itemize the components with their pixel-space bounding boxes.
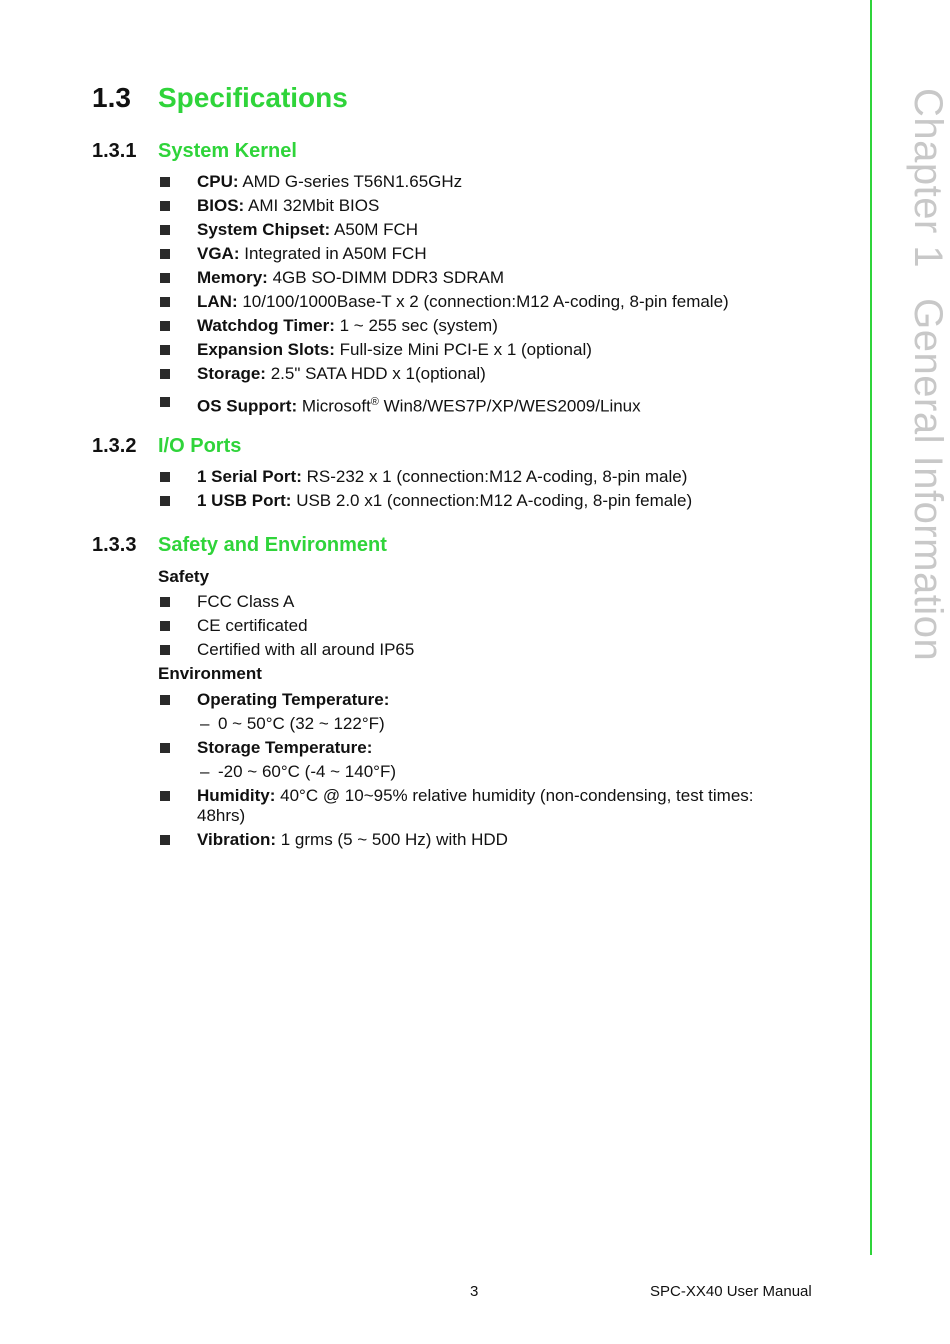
spec-label: CPU: — [197, 172, 239, 191]
square-bullet-icon — [160, 695, 170, 705]
spec-value: -20 ~ 60°C (-4 ~ 140°F) — [218, 762, 397, 781]
operating-temperature-value — [200, 714, 385, 734]
spec-value: USB 2.0 x1 (connection:M12 A-coding, 8-pin female) — [291, 491, 693, 510]
registered-mark: ® — [370, 396, 379, 408]
square-bullet-icon — [160, 369, 170, 379]
spec-value: 4GB SO-DIMM DDR3 SDRAM — [267, 268, 504, 287]
square-bullet-icon — [160, 472, 170, 482]
spec-label: Humidity: — [197, 786, 276, 805]
spec-value: RS-232 x 1 (connection:M12 A-coding, 8-pin male) — [301, 467, 688, 486]
subsection-title: I/O Ports — [158, 435, 242, 457]
square-bullet-icon — [160, 345, 170, 355]
subsection-number: 1.3.1 — [92, 140, 137, 162]
spec-value: Microsoft — [297, 396, 371, 416]
dash-bullet: – — [200, 762, 210, 781]
square-bullet-icon — [160, 621, 170, 631]
square-bullet-icon — [160, 397, 170, 407]
subsection-title: System Kernel — [158, 140, 297, 162]
spec-label: System Chipset: — [197, 220, 331, 239]
square-bullet-icon — [160, 496, 170, 506]
spec-value-cont: Win8/WES7P/XP/WES2009/Linux — [378, 396, 641, 416]
spec-label: Storage Temperature: — [197, 738, 373, 757]
page-number: 3 — [470, 1283, 479, 1300]
subsection-number: 1.3.2 — [92, 435, 137, 457]
spec-label: OS Support: — [197, 396, 298, 416]
square-bullet-icon — [160, 201, 170, 211]
manual-title: SPC-XX40 User Manual — [650, 1283, 812, 1300]
spec-value: 2.5" SATA HDD x 1(optional) — [265, 364, 486, 383]
spec-label: VGA: — [197, 244, 240, 263]
square-bullet-icon — [160, 791, 170, 801]
spec-label: 1 USB Port: — [197, 491, 292, 510]
spec-value: 10/100/1000Base-T x 2 (connection:M12 A-coding, 8-pin female) — [237, 292, 729, 311]
chapter-label: Chapter 1 — [906, 88, 950, 269]
safety-item-text: Certified with all around IP65 — [197, 640, 415, 659]
section-number: 1.3 — [92, 82, 131, 113]
square-bullet-icon — [160, 249, 170, 259]
environment-label: Environment — [158, 664, 262, 683]
square-bullet-icon — [160, 321, 170, 331]
storage-temperature-value — [200, 762, 396, 782]
chapter-rule — [870, 0, 872, 1255]
spec-label: Expansion Slots: — [197, 340, 335, 359]
subsection-number: 1.3.3 — [92, 534, 137, 556]
spec-label: BIOS: — [197, 196, 245, 215]
square-bullet-icon — [160, 273, 170, 283]
subsection-heading-io-ports — [92, 435, 241, 458]
section-heading — [92, 82, 348, 114]
spec-value: 0 ~ 50°C (32 ~ 122°F) — [218, 714, 385, 733]
chapter-side-tab — [905, 88, 950, 661]
safety-item-text: FCC Class A — [197, 592, 295, 611]
spec-value: 1 grms (5 ~ 500 Hz) with HDD — [276, 830, 508, 849]
spec-label: LAN: — [197, 292, 238, 311]
spec-value-cont: 48hrs) — [197, 806, 246, 825]
safety-label: Safety — [158, 567, 210, 586]
spec-label: Storage: — [197, 364, 266, 383]
dash-bullet: – — [200, 714, 210, 733]
spec-label: Vibration: — [197, 830, 277, 849]
spec-value: Full-size Mini PCI-E x 1 (optional) — [334, 340, 592, 359]
square-bullet-icon — [160, 225, 170, 235]
spec-label: 1 Serial Port: — [197, 467, 302, 486]
spec-value: AMD G-series T56N1.65GHz — [238, 172, 463, 191]
chapter-title: General Information — [906, 298, 950, 662]
spec-value: Integrated in A50M FCH — [239, 244, 427, 263]
subsection-title: Safety and Environment — [158, 534, 387, 556]
square-bullet-icon — [160, 597, 170, 607]
spec-label: Operating Temperature: — [197, 690, 390, 709]
square-bullet-icon — [160, 177, 170, 187]
spec-label: Watchdog Timer: — [197, 316, 335, 335]
square-bullet-icon — [160, 835, 170, 845]
spec-value: 1 ~ 255 sec (system) — [334, 316, 498, 335]
spec-value: A50M FCH — [330, 220, 419, 239]
subsection-heading-system-kernel — [92, 140, 297, 163]
subsection-heading-safety-environment — [92, 534, 387, 557]
square-bullet-icon — [160, 297, 170, 307]
square-bullet-icon — [160, 743, 170, 753]
section-title: Specifications — [158, 82, 348, 113]
spec-value: 40°C @ 10~95% relative humidity (non-condensing, test times: — [275, 786, 754, 805]
spec-value: AMI 32Mbit BIOS — [244, 196, 380, 215]
square-bullet-icon — [160, 645, 170, 655]
spec-label: Memory: — [197, 268, 268, 287]
safety-item-text: CE certificated — [197, 616, 308, 635]
